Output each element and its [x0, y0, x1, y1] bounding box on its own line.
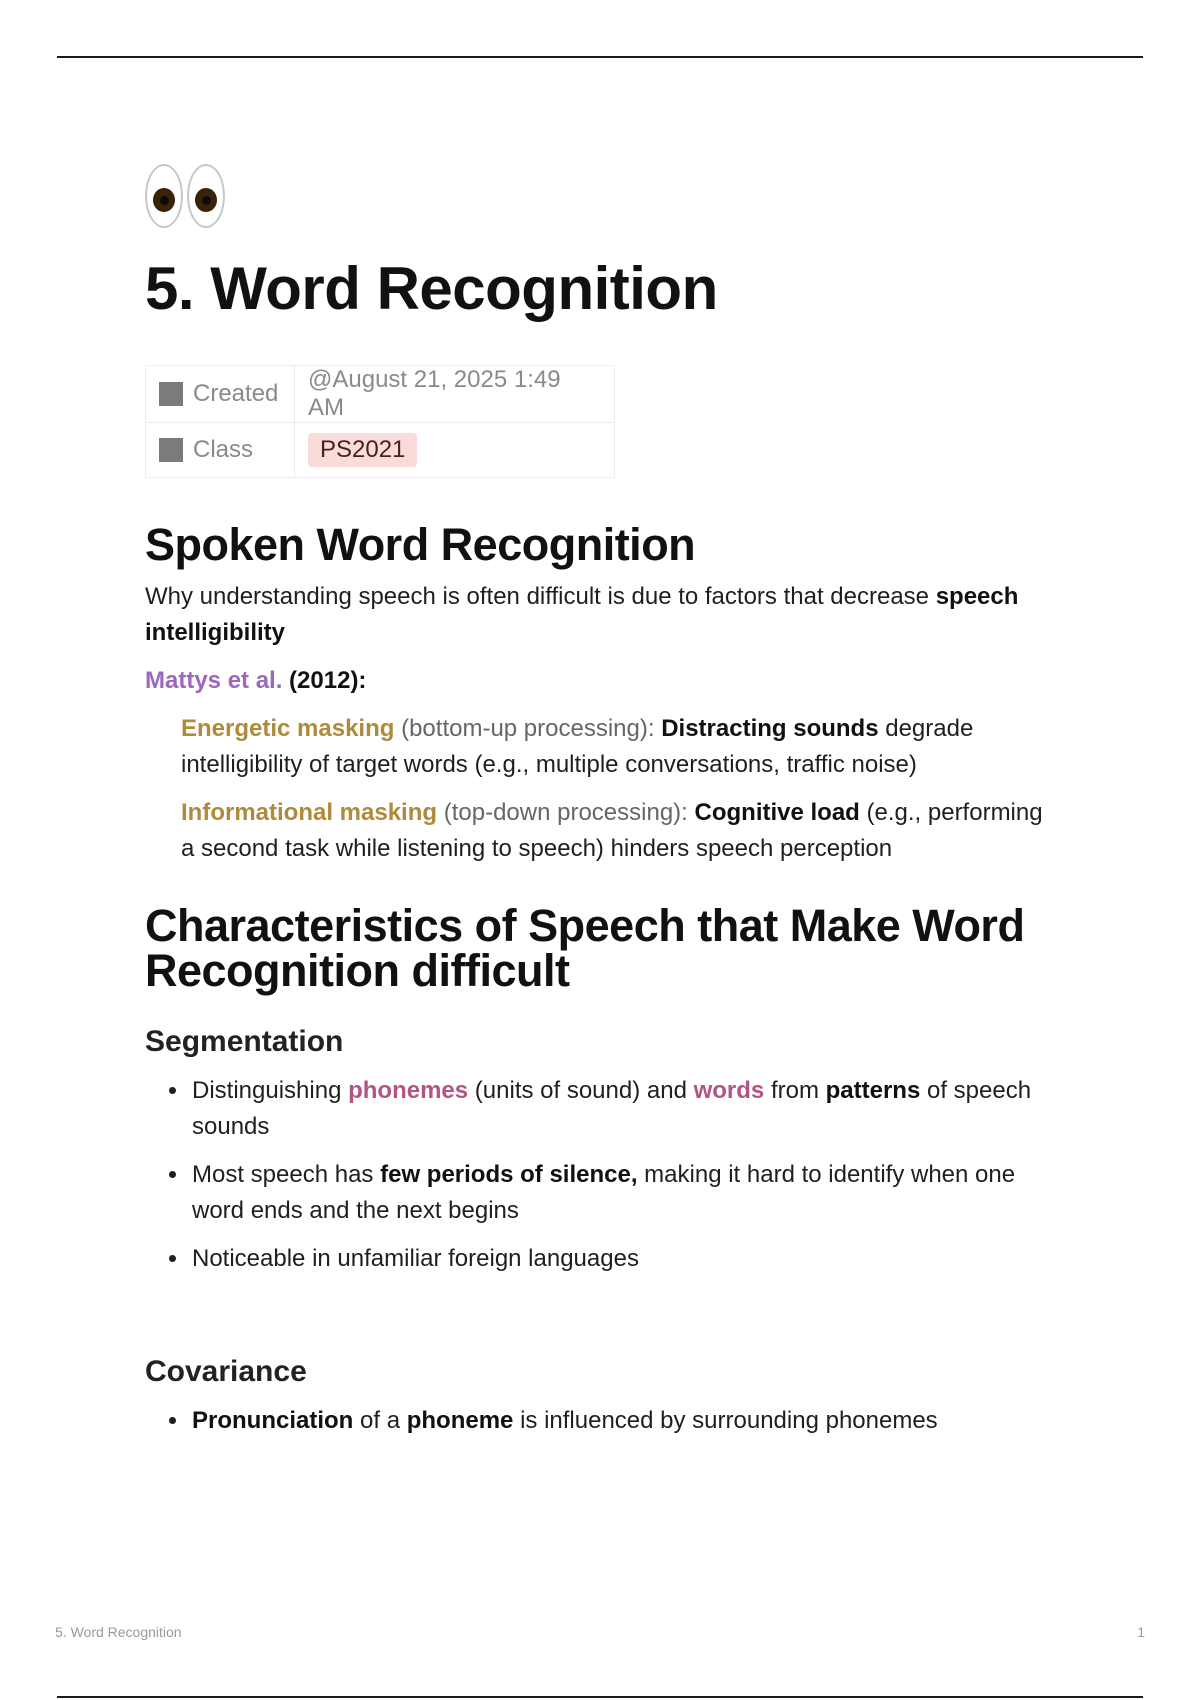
- covariance-list: [145, 1403, 1045, 1439]
- citation-author: Mattys et al.: [145, 667, 283, 694]
- informational-masking-item: Informational masking (top-down processing): Cognitive load (e.g., performing a second task while listening to speech) hinders speech perception: [181, 799, 1043, 862]
- document-page: [145, 160, 1045, 1451]
- energetic-masking-item: Energetic masking (bottom-up processing): Distracting sounds degrade intelligibility of target words (e.g., multiple conversations, traffic noise): [181, 715, 974, 778]
- page-title: 5. Word Recognition: [145, 255, 718, 322]
- right-eye-icon: [187, 164, 225, 228]
- bottom-rule: [57, 1696, 1143, 1698]
- list-item: • Most speech has few periods of silence, making it hard to identify when one word ends and the next begins: [190, 1157, 1045, 1229]
- left-eye-icon: [145, 164, 183, 228]
- property-label-class: Class: [146, 423, 295, 478]
- property-value-created[interactable]: @August 21, 2025 1:49 AM: [295, 366, 615, 423]
- text-property-icon: [159, 382, 183, 406]
- list-item: • Pronunciation of a phoneme is influenced by surrounding phonemes: [190, 1403, 1045, 1439]
- property-label-created: Created: [146, 366, 295, 423]
- property-row-class: [146, 423, 615, 478]
- list-item: • Distinguishing phonemes (units of sound) and words from patterns of speech sounds: [190, 1073, 1045, 1145]
- eyes-icon: [145, 160, 1045, 232]
- class-tag[interactable]: PS2021: [308, 433, 417, 467]
- properties-table: [145, 365, 615, 478]
- citation-line: Mattys et al. (2012):: [145, 667, 367, 694]
- top-rule: [57, 56, 1143, 58]
- property-value-class[interactable]: [295, 423, 615, 478]
- select-property-icon: [159, 438, 183, 462]
- heading-spoken-word-recognition: Spoken Word Recognition: [145, 519, 696, 570]
- intro-paragraph: Why understanding speech is often difficult is due to factors that decrease speech intelligibility: [145, 583, 1019, 646]
- footer-page-number: 1: [1137, 1624, 1145, 1640]
- property-row-created: [146, 366, 615, 423]
- footer-doc-title: 5. Word Recognition: [55, 1624, 182, 1640]
- heading-segmentation: Segmentation: [145, 1025, 344, 1058]
- heading-characteristics: Characteristics of Speech that Make Word Recognition difficult: [145, 900, 1025, 996]
- list-item: • Noticeable in unfamiliar foreign languages: [190, 1241, 1045, 1277]
- segmentation-list: [145, 1073, 1045, 1277]
- heading-covariance: Covariance: [145, 1355, 307, 1388]
